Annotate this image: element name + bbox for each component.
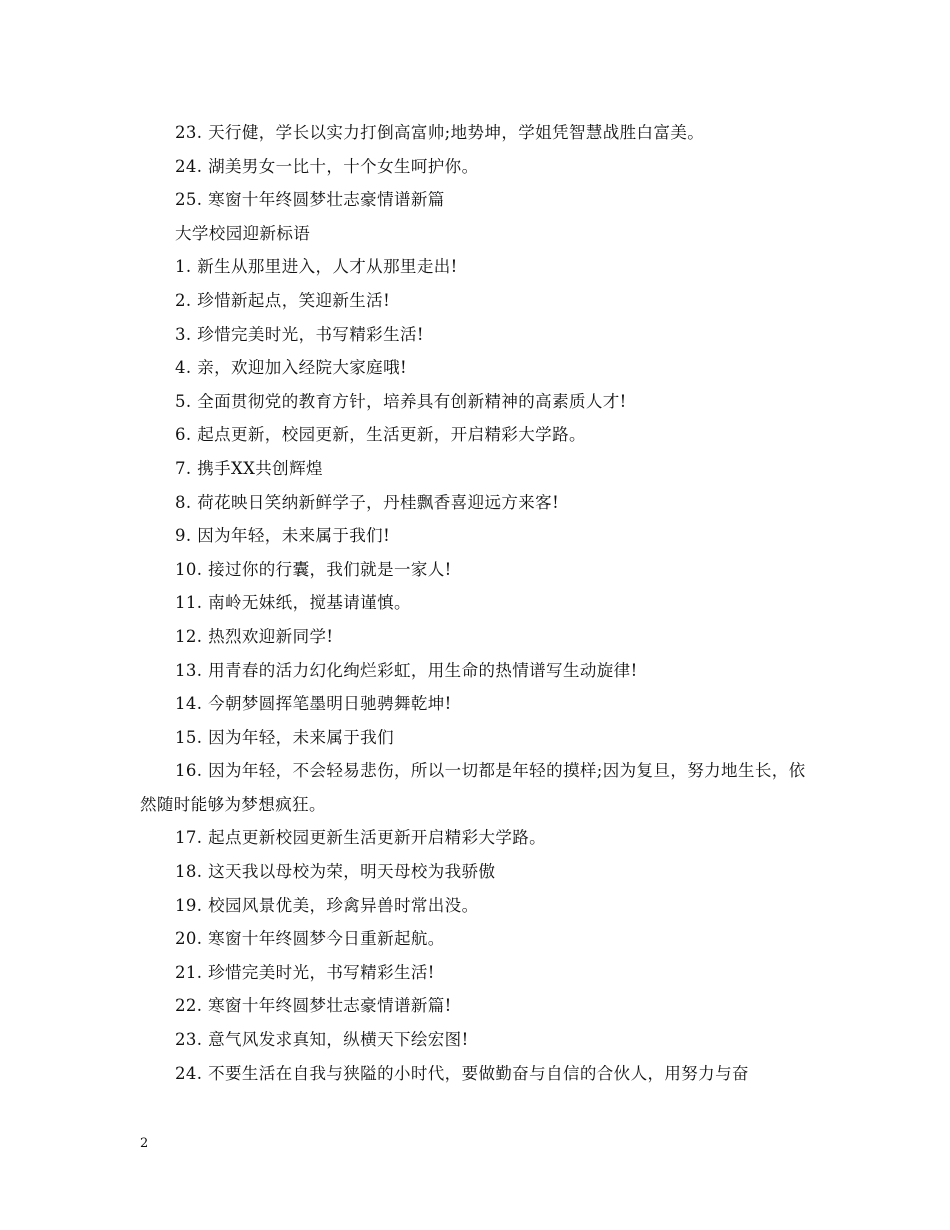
text-line: 18. 这天我以母校为荣，明天母校为我骄傲 xyxy=(175,862,496,882)
text-line: 11. 南岭无妹纸，搅基请谨慎。 xyxy=(175,593,411,613)
text-line: 20. 寒窗十年终圆梦今日重新起航。 xyxy=(175,929,445,949)
text-line: 5. 全面贯彻党的教育方针，培养具有创新精神的高素质人才! xyxy=(175,391,627,411)
text-line: 7. 携手XX共创辉煌 xyxy=(175,458,323,478)
text-line: 10. 接过你的行囊，我们就是一家人! xyxy=(175,559,452,579)
text-line: 15. 因为年轻，未来属于我们 xyxy=(175,727,394,747)
page-number: 2 xyxy=(140,1136,149,1151)
text-line: 9. 因为年轻，未来属于我们! xyxy=(175,526,391,546)
text-line: 3. 珍惜完美时光，书写精彩生活! xyxy=(175,324,424,344)
text-paragraph: 16. 因为年轻，不会轻易悲伤，所以一切都是年轻的摸样;因为复旦，努力地生长，依然随时能够为梦想疯狂。 xyxy=(140,761,806,814)
text-line: 13. 用青春的活力幻化绚烂彩虹，用生命的热情谱写生动旋律! xyxy=(175,660,638,680)
section-heading: 大学校园迎新标语 xyxy=(175,223,311,243)
text-line: 2. 珍惜新起点，笑迎新生活! xyxy=(175,290,391,310)
text-line: 1. 新生从那里进入，人才从那里走出! xyxy=(175,257,458,277)
text-line: 19. 校园风景优美，珍禽异兽时常出没。 xyxy=(175,895,479,915)
text-line: 25. 寒窗十年终圆梦壮志豪情谱新篇 xyxy=(175,190,445,210)
text-line: 24. 不要生活在自我与狭隘的小时代，要做勤奋与自信的合伙人，用努力与奋 xyxy=(175,1063,749,1083)
document-body xyxy=(140,116,820,1090)
text-line: 17. 起点更新校园更新生活更新开启精彩大学路。 xyxy=(175,828,547,848)
text-line: 8. 荷花映日笑纳新鲜学子，丹桂飘香喜迎远方来客! xyxy=(175,492,560,512)
text-line: 14. 今朝梦圆挥笔墨明日驰骋舞乾坤! xyxy=(175,694,452,714)
text-line: 6. 起点更新，校园更新，生活更新，开启精彩大学路。 xyxy=(175,425,586,445)
text-line: 21. 珍惜完美时光，书写精彩生活! xyxy=(175,962,435,982)
text-line: 23. 意气风发求真知，纵横天下绘宏图! xyxy=(175,1030,469,1050)
text-line: 22. 寒窗十年终圆梦壮志豪情谱新篇! xyxy=(175,996,452,1016)
text-line: 12. 热烈欢迎新同学! xyxy=(175,626,334,646)
text-line: 4. 亲，欢迎加入经院大家庭哦! xyxy=(175,358,408,378)
text-line: 24. 湖美男女一比十，十个女生呵护你。 xyxy=(175,156,479,176)
text-line: 23. 天行健，学长以实力打倒高富帅;地势坤，学姐凭智慧战胜白富美。 xyxy=(175,123,705,142)
